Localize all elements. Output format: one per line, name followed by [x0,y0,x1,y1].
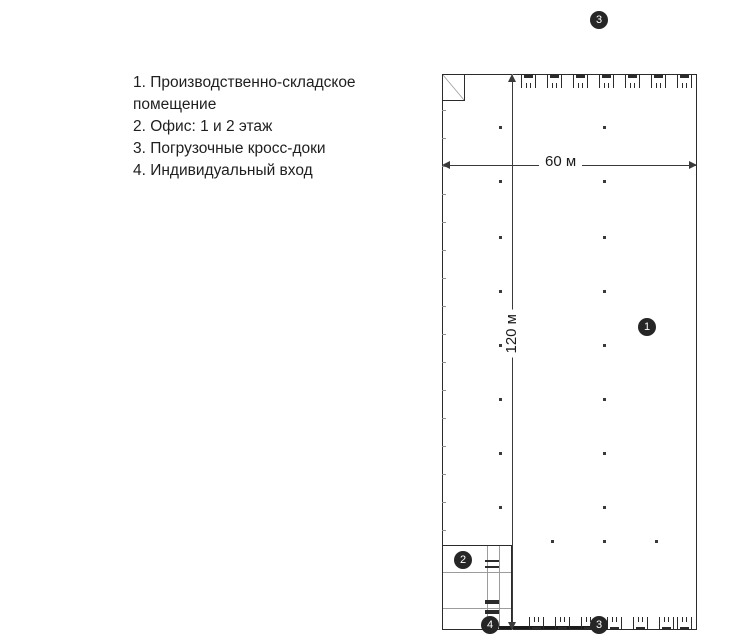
dock-bay [625,75,640,88]
marker-3-bottom[interactable]: 3 [590,616,608,634]
legend [133,72,433,182]
floor-plan [437,14,707,631]
dock-bay [547,75,562,88]
column-dot [499,506,502,509]
marker-1[interactable]: 1 [638,318,656,336]
entrance-hatch [485,560,499,562]
dock-bay [659,617,674,630]
column-dot [551,540,554,543]
column-dot [603,506,606,509]
wall-tick [442,222,446,223]
marker-3-top[interactable]: 3 [590,11,608,29]
legend-item-1: 1. Производственно-складское помещение [133,74,360,113]
wall-tick [442,278,446,279]
office-inner-line [443,608,511,609]
dock-bay [573,75,588,88]
entrance-hatch [485,600,499,604]
legend-item-4: 4. Индивидуальный вход [133,162,313,179]
height-dimension-label: 120 м [503,310,520,358]
column-dot [603,290,606,293]
wall-tick [442,530,446,531]
dock-bay [677,75,692,88]
marker-4[interactable]: 4 [481,616,499,634]
column-dot [655,540,658,543]
wall-tick [442,250,446,251]
dock-bay [529,617,544,630]
column-dot [499,452,502,455]
column-dot [499,180,502,183]
wall-tick [442,362,446,363]
dock-bay [555,617,570,630]
width-dimension-label: 60 м [539,153,582,170]
wall-tick [442,474,446,475]
office-inner-line [499,546,500,629]
width-dimension-arrow-left [442,161,450,169]
dock-bay [521,75,536,88]
dock-bay [633,617,648,630]
wall-tick [442,446,446,447]
legend-item-2: 2. Офис: 1 и 2 этаж [133,118,273,135]
column-dot [603,126,606,129]
column-dot [603,540,606,543]
corner-room [443,75,465,101]
wall-tick [442,306,446,307]
dock-bay [599,75,614,88]
column-dot [499,236,502,239]
legend-item-3: 3. Погрузочные кросс-доки [133,140,326,157]
entrance-hatch [485,566,499,568]
column-dot [499,344,502,347]
corner-room-diagonal-icon [443,75,464,100]
wall-tick [442,502,446,503]
wall-tick [442,390,446,391]
dock-bay [607,617,622,630]
column-dot [603,236,606,239]
entrance-hatch [485,610,499,614]
width-dimension-arrow-right [689,161,697,169]
column-dot [603,180,606,183]
column-dot [499,398,502,401]
wall-tick [442,138,446,139]
column-dot [499,126,502,129]
column-dot [603,398,606,401]
height-dimension-arrow-down [508,622,516,630]
wall-tick [442,418,446,419]
office-inner-line [443,572,511,573]
column-dot [603,344,606,347]
height-dimension-arrow-up [508,74,516,82]
column-dot [603,452,606,455]
column-dot [499,290,502,293]
dock-bay [651,75,666,88]
dock-bay [677,617,692,630]
wall-tick [442,110,446,111]
office-block [442,545,512,630]
wall-tick [442,194,446,195]
wall-tick [442,334,446,335]
marker-2[interactable]: 2 [454,551,472,569]
